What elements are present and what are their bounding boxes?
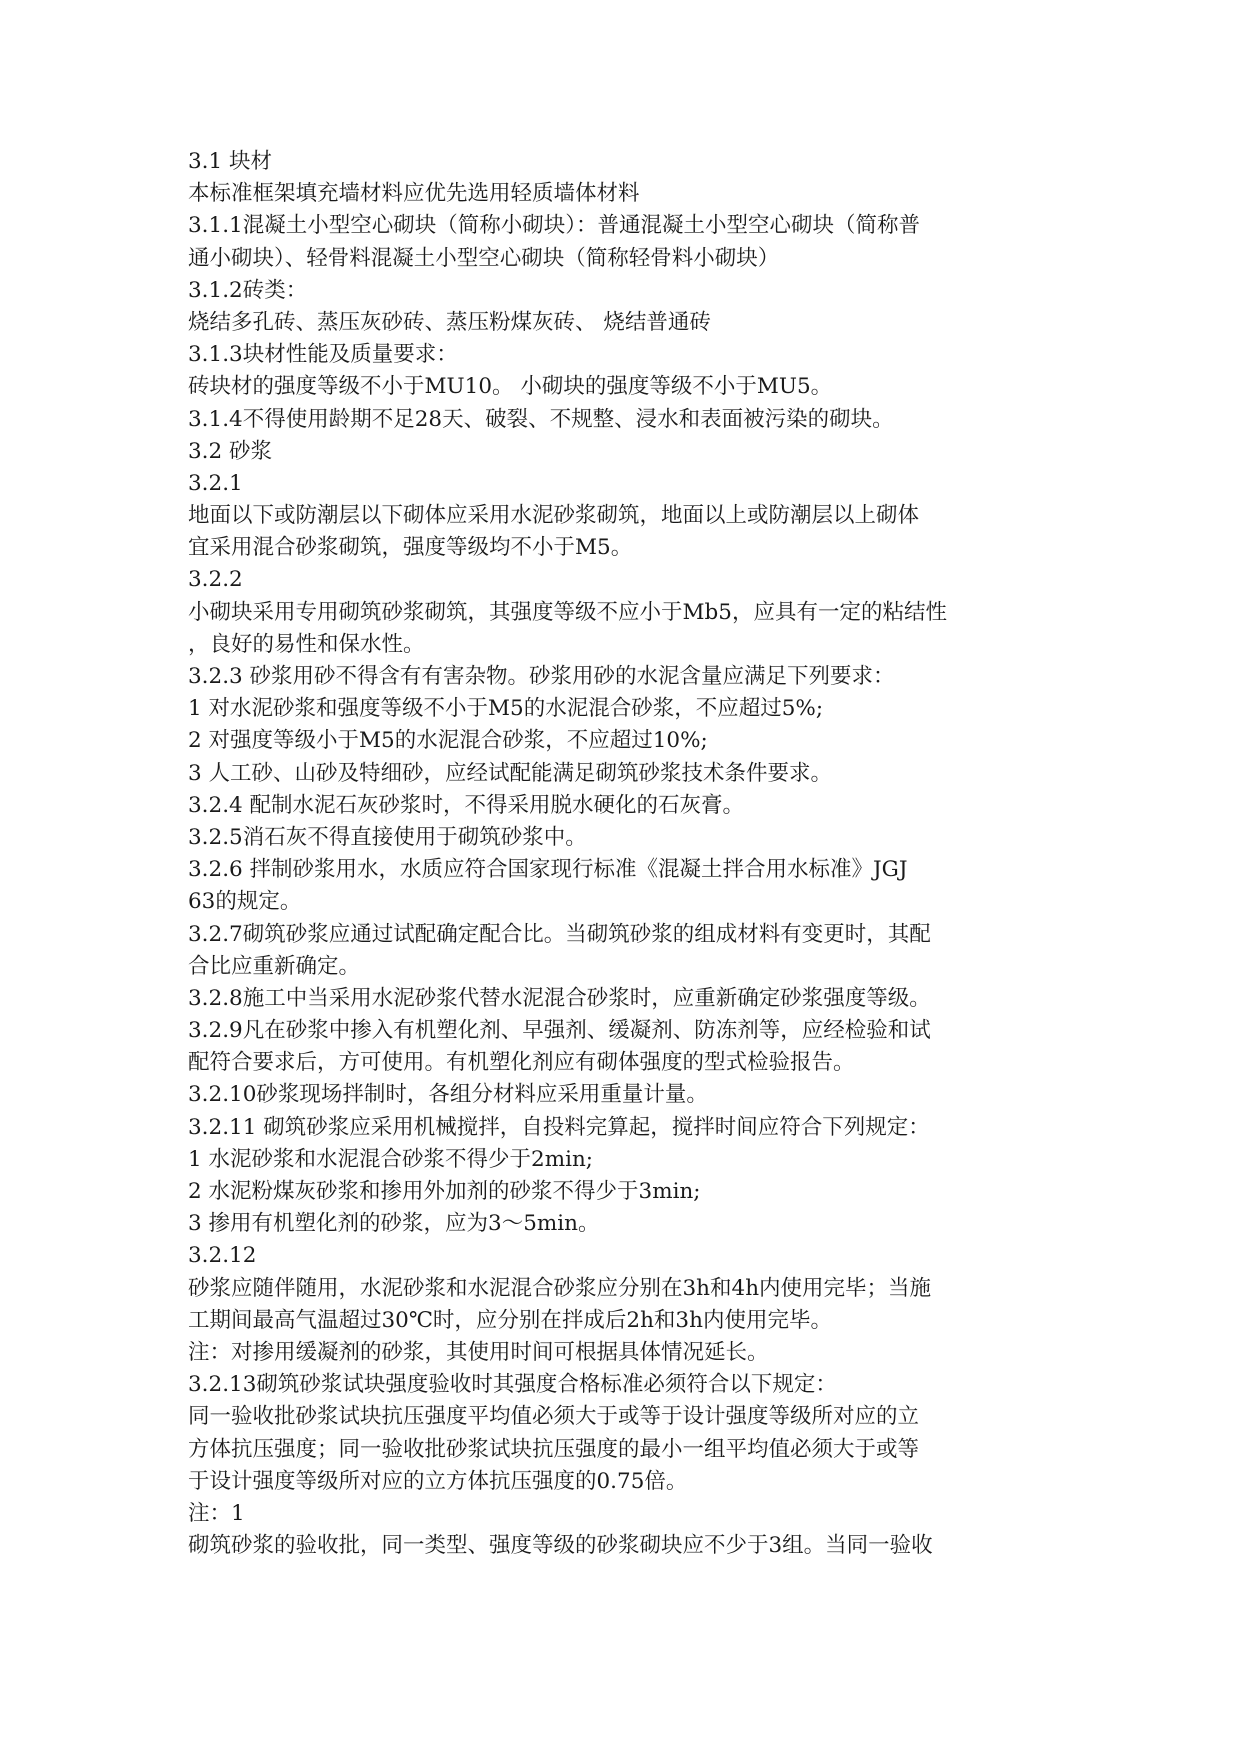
text-line: 3.2.12 [188,1243,257,1269]
text-line: 2 对强度等级小于M5的水泥混合砂浆，不应超过10%; [188,728,708,754]
text-line: 3.2.3 砂浆用砂不得含有有害杂物。砂浆用砂的水泥含量应满足下列要求： [188,664,895,689]
text-line: 1 对水泥砂浆和强度等级不小于M5的水泥混合砂浆，不应超过5%; [188,696,824,722]
text-line: 宜采用混合砂浆砌筑，强度等级均不小于M5。 [188,535,633,561]
text-line: 63的规定。 [188,889,302,915]
text-line: 烧结多孔砖、蒸压灰砂砖、蒸压粉煤灰砖、 烧结普通砖 [188,309,711,335]
text-line: 3.2.10砂浆现场拌制时，各组分材料应采用重量计量。 [188,1082,708,1108]
text-line: 小砌块采用专用砌筑砂浆砌筑，其强度等级不应小于Mb5，应具有一定的粘结性 [188,599,947,625]
text-line: 本标准框架填充墙材料应优先选用轻质墙体材料 [188,181,640,207]
text-line: 通小砌块）、轻骨料混凝土小型空心砌块（简称轻骨料小砌块） [188,245,780,271]
text-line: 3.2.2 [188,567,243,593]
document-body [188,146,1058,1562]
text-line: 3.1.2砖类： [188,277,308,303]
text-line: 3.2.5消石灰不得直接使用于砌筑砂浆中。 [188,824,587,850]
text-line: 1 水泥砂浆和水泥混合砂浆不得少于2min; [188,1146,594,1172]
text-line: 3.2.11 砌筑砂浆应采用机械搅拌，自投料完算起，搅拌时间应符合下列规定： [188,1114,930,1140]
text-line: 3.2.4 配制水泥石灰砂浆时，不得采用脱水硬化的石灰膏。 [188,792,745,818]
text-line: 3 人工砂、山砂及特细砂，应经试配能满足砌筑砂浆技术条件要求。 [188,760,833,786]
text-line: 砌筑砂浆的验收批，同一类型、强度等级的砂浆砌块应不少于3组。当同一验收 [188,1533,933,1559]
text-line: 3.2.7砌筑砂浆应通过试配确定配合比。当砌筑砂浆的组成材料有变更时，其配 [188,921,931,947]
text-line: 砂浆应随伴随用，水泥砂浆和水泥混合砂浆应分别在3h和4h内使用完毕；当施 [188,1275,932,1301]
text-line: 方体抗压强度；同一验收批砂浆试块抗压强度的最小一组平均值必须大于或等 [188,1436,920,1462]
text-line: 3.2.9凡在砂浆中掺入有机塑化剂、早强剂、缓凝剂、防冻剂等，应经检验和试 [188,1018,931,1044]
text-line: 3.1.4不得使用龄期不足28天、破裂、不规整、浸水和表面被污染的砌块。 [188,406,894,432]
text-line: 3.2.6 拌制砂浆用水，水质应符合国家现行标准《混凝土拌合用水标准》JGJ [188,857,908,883]
text-line: 2 水泥粉煤灰砂浆和掺用外加剂的砂浆不得少于3min; [188,1179,701,1204]
text-line: 注：对掺用缓凝剂的砂浆，其使用时间可根据具体情况延长。 [188,1339,769,1365]
text-line: 同一验收批砂浆试块抗压强度平均值必须大于或等于设计强度等级所对应的立 [188,1404,920,1430]
section-heading: 3.2 砂浆 [188,438,273,464]
text-line: 地面以下或防潮层以下砌体应采用水泥砂浆砌筑，地面以上或防潮层以上砌体 [188,503,920,529]
text-line: 3.1.3块材性能及质量要求： [188,342,458,368]
text-line: ，良好的易性和保水性。 [188,631,425,657]
text-line: 配符合要求后，方可使用。有机塑化剂应有砌体强度的型式检验报告。 [188,1050,855,1076]
text-line: 于设计强度等级所对应的立方体抗压强度的0.75倍。 [188,1468,688,1494]
text-line: 砖块材的强度等级不小于MU10。 小砌块的强度等级不小于MU5。 [188,374,833,400]
section-heading: 3.1 块材 [188,149,273,174]
text-line: 工期间最高气温超过30℃时，应分别在拌成后2h和3h内使用完毕。 [188,1307,832,1333]
text-line: 注：1 [188,1500,245,1526]
text-line: 3.2.1 [188,470,243,496]
text-line: 3.1.1混凝土小型空心砌块（简称小砌块）：普通混凝土小型空心砌块（简称普 [188,213,920,239]
text-line: 3 掺用有机塑化剂的砂浆，应为3～5min。 [188,1211,600,1237]
text-line: 3.2.13砌筑砂浆试块强度验收时其强度合格标准必须符合以下规定： [188,1372,837,1398]
text-line: 3.2.8施工中当采用水泥砂浆代替水泥混合砂浆时，应重新确定砂浆强度等级。 [188,985,931,1011]
text-line: 合比应重新确定。 [188,953,361,979]
